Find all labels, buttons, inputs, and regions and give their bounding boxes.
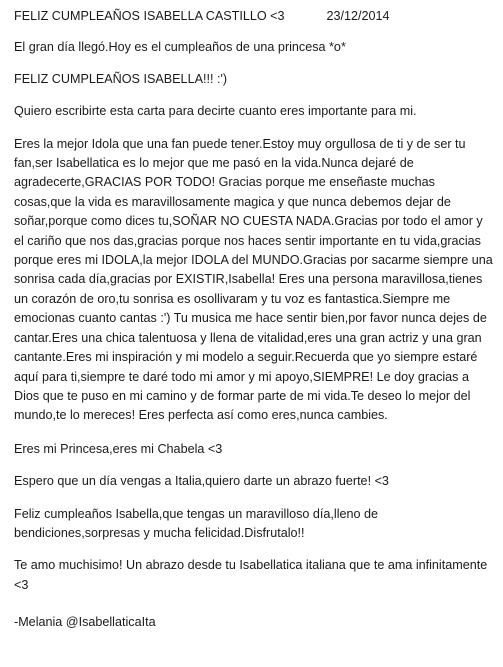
paragraph-exclamation: FELIZ CUMPLEAÑOS ISABELLA!!! :'): [14, 71, 228, 86]
letter-date: 23/12/2014: [326, 9, 390, 23]
paragraph-princess: Eres mi Princesa,eres mi Chabela <3: [14, 441, 223, 456]
paragraph-birthday-wish: Feliz cumpleaños Isabella,que tengas un maravilloso día,lleno de bendiciones,sorpresas y mucha felicidad.Disfrutalo!!: [14, 506, 379, 540]
letter-header: [14, 7, 495, 26]
paragraph-main-body: Eres la mejor Idola que una fan puede tener.Estoy muy orgullosa de ti y de ser tu fan,ser Isabellatica es lo mejor que me pasó en la vida.Nunca dejaré de agradecerte,GRACIAS POR TODO! Gracias porque me enseñaste muchas cosas,que la vida es maravillosamente magica y que nunca debemos dejar de soñar,porque como dices tu,SOÑAR NO CUESTA NADA.Gracias por todo el amor y el cariño que nos das,gracias porque nos haces sentir importante en tu vida,gracias porque eres mi IDOLA,la mejor IDOLA del MUNDO.Gracias por sacarme siempre una sonrisa cada día,gracias por EXISTIR,Isabella! Eres una persona maravillosa,tienes un corazón de oro,tu sonrisa es osollivaram y tu voz es fantastica.Siempre me emocionas cuanto cantas :') Tu musica me hace sentir bien,por favor nunca dejes de cantar.Eres una chica talentuosa y llena de vitalidad,eres una gran actriz y una gran cantante.Eres mi inspiración y mi modelo a seguir.Recuerda que yo siempre estaré aquí para ti,siempre te daré todo mi amor y mi apoyo,SIEMPRE! Le doy gracias a Dios que te puso en mi camino y de formar parte de mi vida.Te deseo lo mejor del mundo,te lo mereces! Eres perfecta así como eres,nunca cambies.: [14, 136, 493, 423]
paragraph-greeting: El gran día llegó.Hoy es el cumpleaños de una princesa *o*: [14, 40, 346, 55]
letter-title: FELIZ CUMPLEAÑOS ISABELLA CASTILLO <3: [14, 9, 285, 23]
paragraph-intro: Quiero escribirte esta carta para decirte cuanto eres importante para mi.: [14, 104, 417, 119]
paragraph-italy: Espero que un día vengas a Italia,quiero darte un abrazo fuerte! <3: [14, 474, 389, 489]
paragraph-closing: Te amo muchisimo! Un abrazo desde tu Isabellatica italiana que te ama infinitamente <3: [14, 558, 488, 592]
letter-signature: -Melania @IsabellaticaIta: [14, 615, 156, 630]
